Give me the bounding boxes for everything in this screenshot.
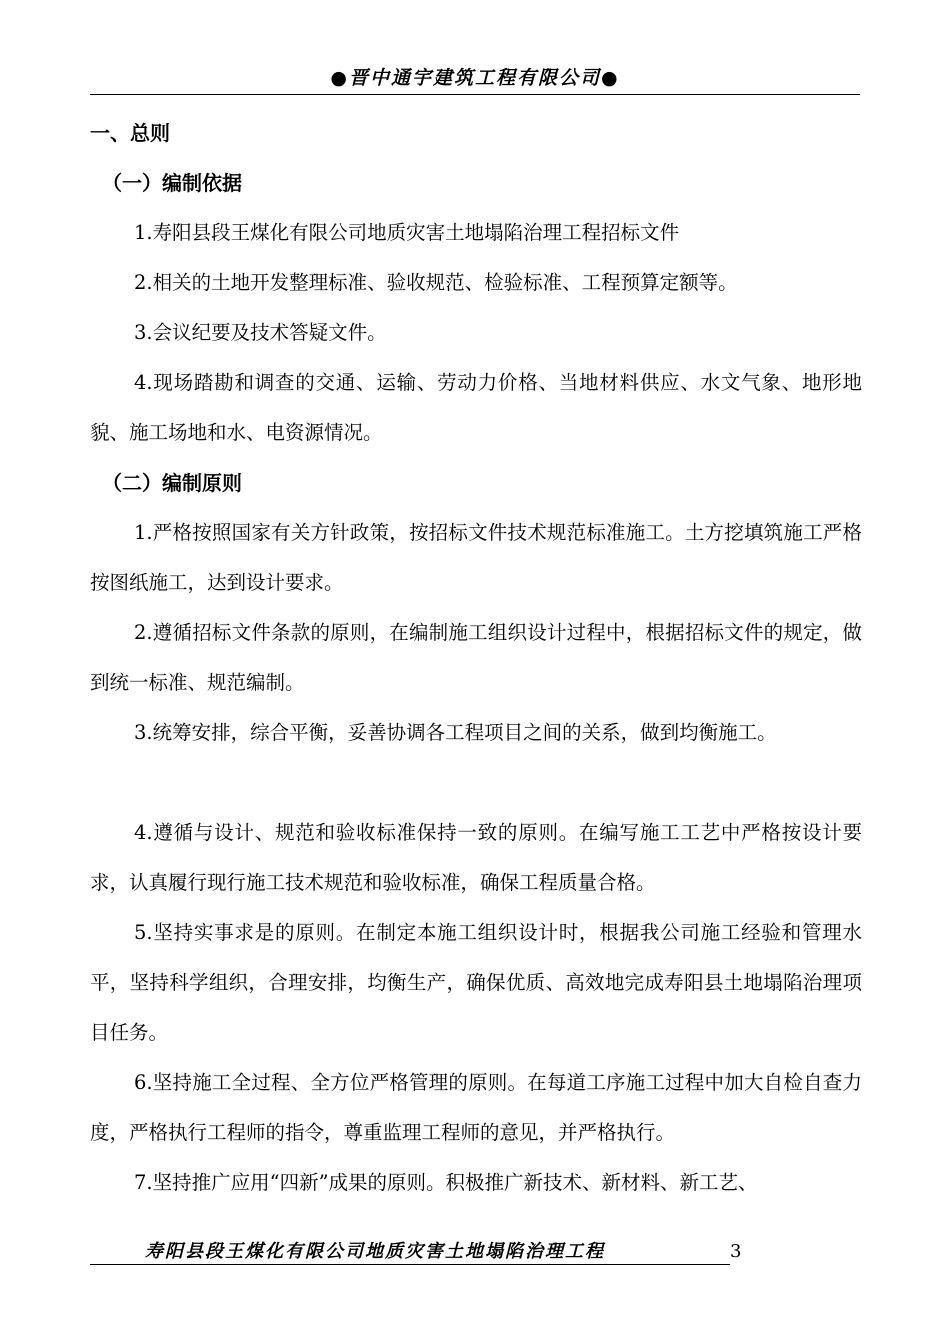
section-title: 一、总则: [90, 121, 170, 145]
footer-project-title: 寿阳县段王煤化有限公司地质灾害土地塌陷治理工程: [145, 1241, 605, 1262]
basis-item-1: 1.寿阳县段王煤化有限公司地质灾害土地塌陷治理工程招标文件: [134, 221, 680, 244]
basis-item-4: 4.现场踏勘和调查的交通、运输、劳动力价格、当地材料供应、水文气象、地形地貌、施工场地和水、电资源情况。: [90, 371, 862, 444]
principle-item-6: 6.坚持施工全过程、全方位严格管理的原则。在每道工序施工过程中加大自检自查力度，严格执行工程师的指令，尊重监理工程师的意见，并严格执行。: [90, 1071, 862, 1144]
subsection-title-principles: （二）编制原则: [102, 471, 242, 495]
subsection-title-basis: （一）编制依据: [102, 171, 242, 195]
principle-item-1: 1.严格按照国家有关方针政策，按招标文件技术规范标准施工。土方挖填筑施工严格按图纸施工，达到设计要求。: [90, 521, 862, 594]
page-header: ●晋中通宇建筑工程有限公司●: [90, 62, 860, 95]
blank-line: [90, 758, 862, 808]
document-body: [90, 108, 862, 1208]
principle-item-3: 3.统筹安排，综合平衡，妥善协调各工程项目之间的关系，做到均衡施工。: [134, 721, 777, 744]
principle-item-5: 5.坚持实事求是的原则。在制定本施工组织设计时，根据我公司施工经验和管理水平，坚持科学组织，合理安排，均衡生产，确保优质、高效地完成寿阳县土地塌陷治理项目任务。: [90, 921, 862, 1044]
page-footer: [90, 1240, 730, 1265]
principle-item-7: 7.坚持推广应用“四新”成果的原则。积极推广新技术、新材料、新工艺、: [134, 1171, 758, 1194]
basis-item-3: 3.会议纪要及技术答疑文件。: [134, 321, 387, 344]
principle-item-2: 2.遵循招标文件条款的原则，在编制施工组织设计过程中，根据招标文件的规定，做到统一标准、规范编制。: [90, 621, 862, 694]
basis-item-2: 2.相关的土地开发整理标准、验收规范、检验标准、工程预算定额等。: [134, 271, 738, 294]
principle-item-4: 4.遵循与设计、规范和验收标准保持一致的原则。在编写施工工艺中严格按设计要求，认真履行现行施工技术规范和验收标准，确保工程质量合格。: [90, 821, 862, 894]
page-number: 3: [730, 1241, 742, 1262]
